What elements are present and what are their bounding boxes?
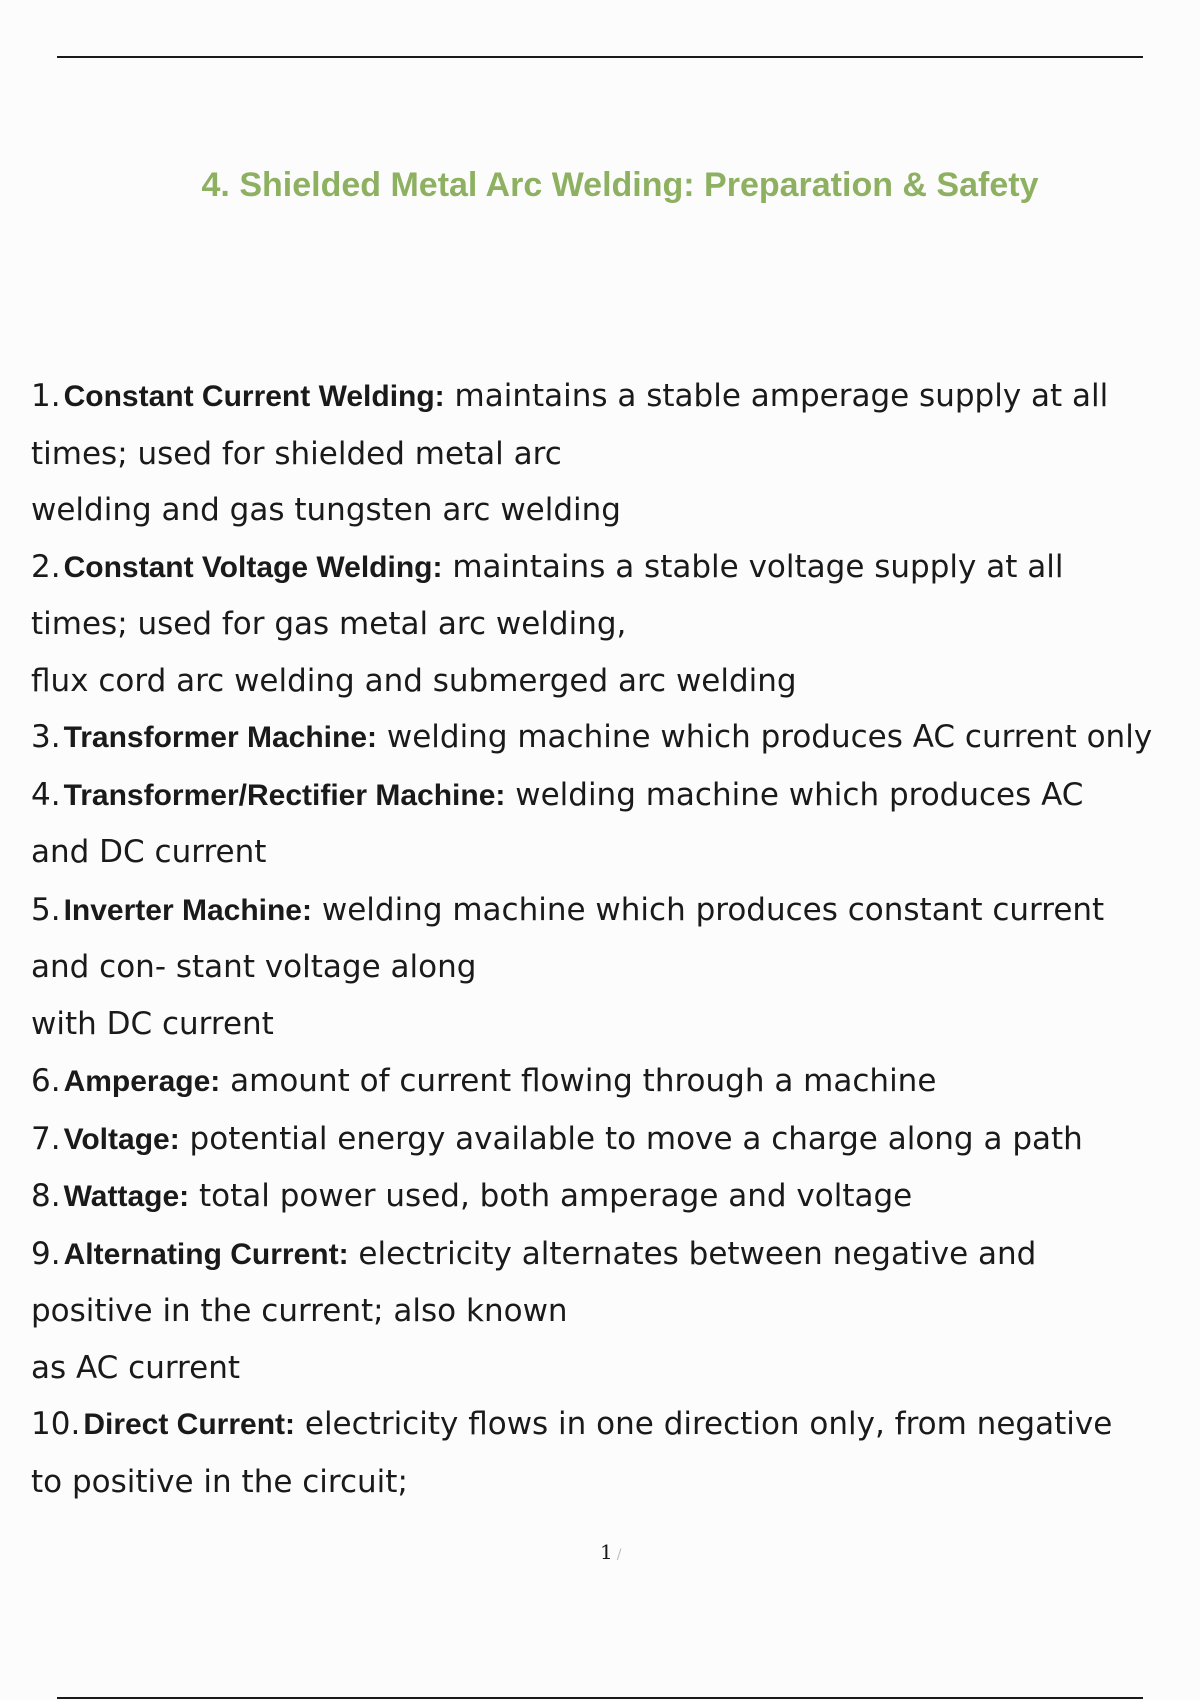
page-number-value: 1 (600, 1540, 613, 1564)
item-term: Constant Voltage Welding: (63, 550, 443, 584)
item-text: as AC current (31, 1349, 240, 1386)
list-item (31, 709, 1200, 767)
item-term: Transformer Machine: (63, 721, 377, 754)
item-text: and DC current (31, 834, 267, 870)
item-term: Constant Current Welding: (63, 380, 445, 413)
item-number: 3. (31, 719, 61, 755)
bottom-rule (57, 1697, 1143, 1699)
item-term: Alternating Current: (63, 1237, 349, 1271)
item-number: 10. (31, 1406, 81, 1442)
item-text: times; used for shielded metal arc (31, 435, 562, 472)
item-number: 6. (31, 1063, 61, 1099)
item-number: 1. (31, 378, 61, 414)
item-number: 8. (31, 1178, 61, 1214)
glossary-list (31, 368, 1200, 1510)
list-item (31, 1111, 1200, 1169)
item-term: Transformer/Rectifier Machine: (63, 778, 506, 812)
item-text: maintains a stable voltage supply at all (442, 548, 1064, 585)
page-number-suffix: / (616, 1547, 622, 1563)
item-text: welding machine which produces AC current only (377, 719, 1153, 755)
item-text: flux cord arc welding and submerged arc welding (31, 662, 797, 699)
item-text: electricity flows in one direction only, from negative (295, 1406, 1113, 1442)
item-number: 5. (31, 891, 61, 928)
list-item (31, 1053, 1200, 1111)
item-number: 7. (31, 1120, 61, 1157)
item-text: electricity alternates between negative and (348, 1235, 1037, 1272)
item-text: positive in the current; also known (31, 1293, 568, 1329)
item-text: welding and gas tungsten arc welding (31, 492, 621, 528)
top-rule (57, 56, 1143, 58)
list-item (31, 1396, 1200, 1510)
page-title: 4. Shielded Metal Arc Welding: Preparation & Safety (201, 166, 1039, 204)
list-item (31, 539, 1200, 710)
item-text: and con- stant voltage along (31, 949, 477, 985)
item-text: welding machine which produces AC (505, 776, 1084, 813)
item-term: Voltage: (63, 1122, 180, 1156)
item-number: 9. (31, 1235, 61, 1272)
item-term: Direct Current: (83, 1408, 296, 1441)
item-text: amount of current flowing through a machine (220, 1063, 937, 1099)
list-item (31, 368, 1200, 539)
item-term: Wattage: (63, 1180, 190, 1213)
item-text: potential energy available to move a charge along a path (179, 1120, 1083, 1157)
item-text: to positive in the circuit; (31, 1463, 408, 1500)
item-text: times; used for gas metal arc welding, (31, 606, 627, 642)
list-item (31, 882, 1200, 1053)
list-item (31, 767, 1200, 881)
page-number (600, 1540, 621, 1564)
item-text: total power used, both amperage and voltage (189, 1178, 913, 1214)
item-number: 2. (31, 548, 61, 585)
list-item (31, 1226, 1200, 1397)
item-text: welding machine which produces constant current (312, 891, 1105, 928)
item-text: maintains a stable amperage supply at all (444, 378, 1109, 414)
item-term: Inverter Machine: (63, 893, 312, 927)
item-term: Amperage: (63, 1065, 221, 1098)
item-text: with DC current (31, 1005, 274, 1042)
list-item (31, 1168, 1200, 1226)
item-number: 4. (31, 776, 61, 813)
